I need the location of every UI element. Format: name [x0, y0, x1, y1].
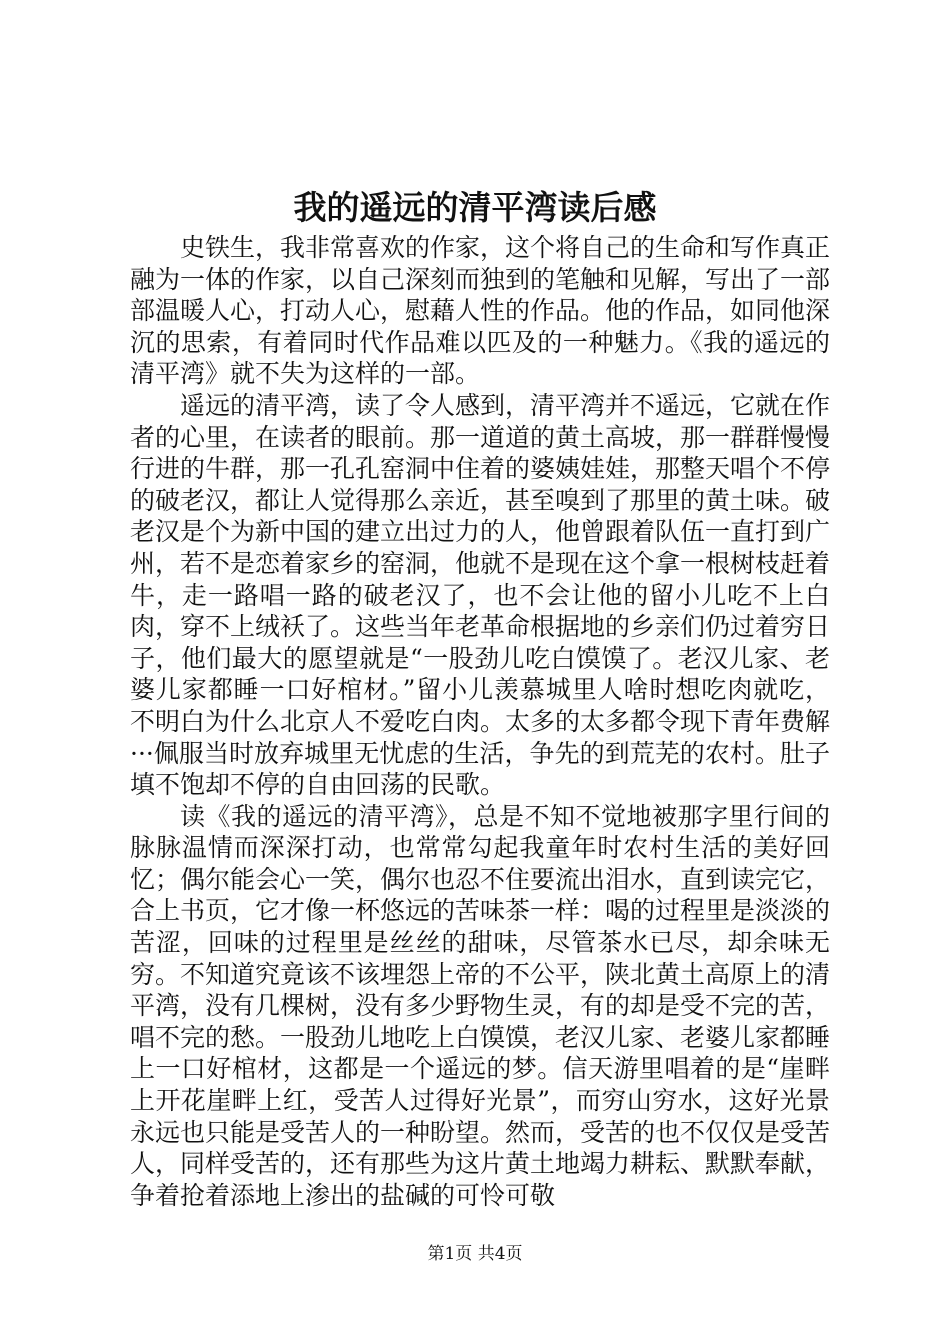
document-body	[130, 232, 830, 1211]
paragraph-2: 遥远的清平湾，读了令人感到，清平湾并不遥远，它就在作者的心里，在读者的眼前。那一道道的黄土高坡，那一群群慢慢行进的牛群，那一孔孔窑洞中住着的婆姨娃娃，那整天唱个不停的破老汉，都让人觉得那么亲近，甚至嗅到了那里的黄土味。破老汉是个为新中国的建立出过力的人，他曾跟着队伍一直打到广州，若不是恋着家乡的窑洞，他就不是现在这个拿一根树枝赶着牛，走一路唱一路的破老汉了，也不会让他的留小儿吃不上白肉，穿不上绒袄了。这些当年老革命根据地的乡亲们仍过着穷日子，他们最大的愿望就是“一股劲儿吃白馍馍了。老汉儿家、老婆儿家都睡一口好棺材。”留小儿羡慕城里人啥时想吃肉就吃，不明白为什么北京人不爱吃白肉。太多的太多都令现下青年费解···佩服当时放弃城里无忧虑的生活，争先的到荒芜的农村。肚子填不饱却不停的自由回荡的民歌。	[130, 390, 831, 800]
page-footer: 第1页 共4页	[427, 1244, 523, 1264]
paragraph-1: 史铁生，我非常喜欢的作家，这个将自己的生命和写作真正融为一体的作家，以自己深刻而独到的笔触和见解，写出了一部部温暖人心，打动人心，慰藉人性的作品。他的作品，如同他深沉的思索，有着同时代作品难以匹及的一种魅力。《我的遥远的清平湾》就不失为这样的一部。	[130, 233, 831, 389]
paragraph-3: 读《我的遥远的清平湾》，总是不知不觉地被那字里行间的脉脉温情而深深打动，也常常勾起我童年时农村生活的美好回忆；偶尔能会心一笑，偶尔也忍不住要流出泪水，直到读完它，合上书页，它才像一杯悠远的苦味茶一样：喝的过程里是淡淡的苦涩，回味的过程里是丝丝的甜味，尽管茶水已尽，却余味无穷。不知道究竟该不该埋怨上帝的不公平，陕北黄土高原上的清平湾，没有几棵树，没有多少野物生灵，有的却是受不完的苦，唱不完的愁。一股劲儿地吃上白馍馍，老汉儿家、老婆儿家都睡上一口好棺材，这都是一个遥远的梦。信天游里唱着的是“崖畔上开花崖畔上红，受苦人过得好光景”，而穷山穷水，这好光景永远也只能是受苦人的一种盼望。然而，受苦的也不仅仅是受苦人，同样受苦的，还有那些为这片黄土地竭力耕耘、默默奉献，争着抢着添地上渗出的盐碱的可怜可敬	[130, 801, 831, 1210]
document-title: 我的遥远的清平湾读后感	[293, 188, 657, 227]
